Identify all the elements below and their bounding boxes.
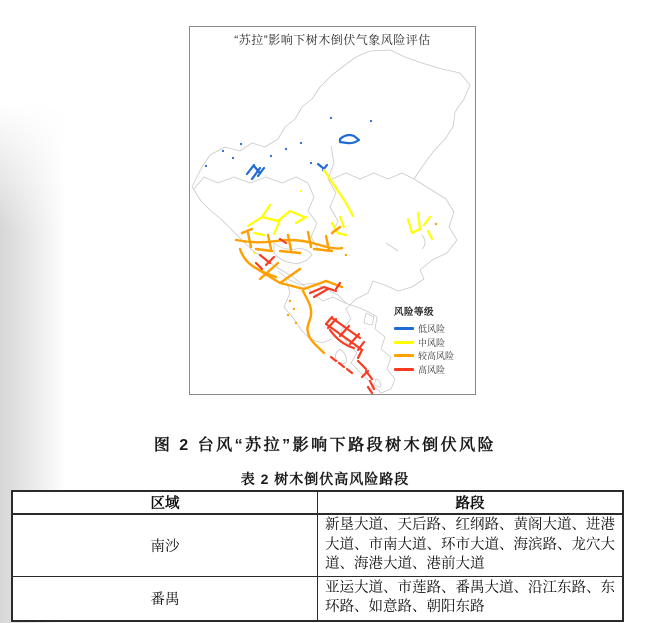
legend-item-high bbox=[394, 363, 474, 377]
legend-label-medium: 中风险 bbox=[418, 337, 446, 348]
page-edge-shadow-fade bbox=[0, 0, 110, 230]
legend-item-medium bbox=[394, 336, 474, 350]
legend-item-higher bbox=[394, 349, 474, 363]
table-row bbox=[12, 514, 623, 576]
legend-swatch-higher bbox=[394, 354, 414, 357]
header-region: 区域 bbox=[12, 491, 318, 514]
map-legend bbox=[394, 304, 474, 376]
map-title: “苏拉”影响下树木倒伏气象风险评估 bbox=[234, 33, 431, 47]
cell-region-panyu: 番禺 bbox=[12, 576, 318, 621]
table-row bbox=[12, 576, 623, 621]
table-title: 表 2 树木倒伏高风险路段 bbox=[240, 471, 410, 487]
legend-label-high: 高风险 bbox=[418, 364, 446, 375]
high-risk-roads-table bbox=[11, 490, 624, 622]
cell-roads-nansha: 新垦大道、天后路、红纲路、黄阁大道、进港大道、市南大道、环市大道、海滨路、龙穴大道、海港大道、港前大道 bbox=[318, 514, 624, 576]
figure-caption: 图 2 台风“苏拉”影响下路段树木倒伏风险 bbox=[153, 437, 497, 454]
risk-map-figure bbox=[189, 26, 476, 395]
cell-roads-panyu: 亚运大道、市莲路、番禺大道、沿江东路、东环路、如意路、朝阳东路 bbox=[318, 576, 624, 621]
header-roads: 路段 bbox=[318, 491, 624, 514]
legend-title: 风险等级 bbox=[394, 307, 435, 318]
roads-high-risk bbox=[256, 239, 374, 393]
legend-label-low: 低风险 bbox=[418, 324, 446, 335]
legend-swatch-medium bbox=[394, 341, 414, 344]
cell-region-nansha: 南沙 bbox=[12, 514, 318, 576]
legend-label-higher: 较高风险 bbox=[418, 351, 455, 362]
legend-item-low bbox=[394, 322, 474, 336]
table-header-row bbox=[12, 491, 623, 514]
legend-swatch-high bbox=[394, 368, 414, 371]
legend-swatch-low bbox=[394, 327, 414, 330]
